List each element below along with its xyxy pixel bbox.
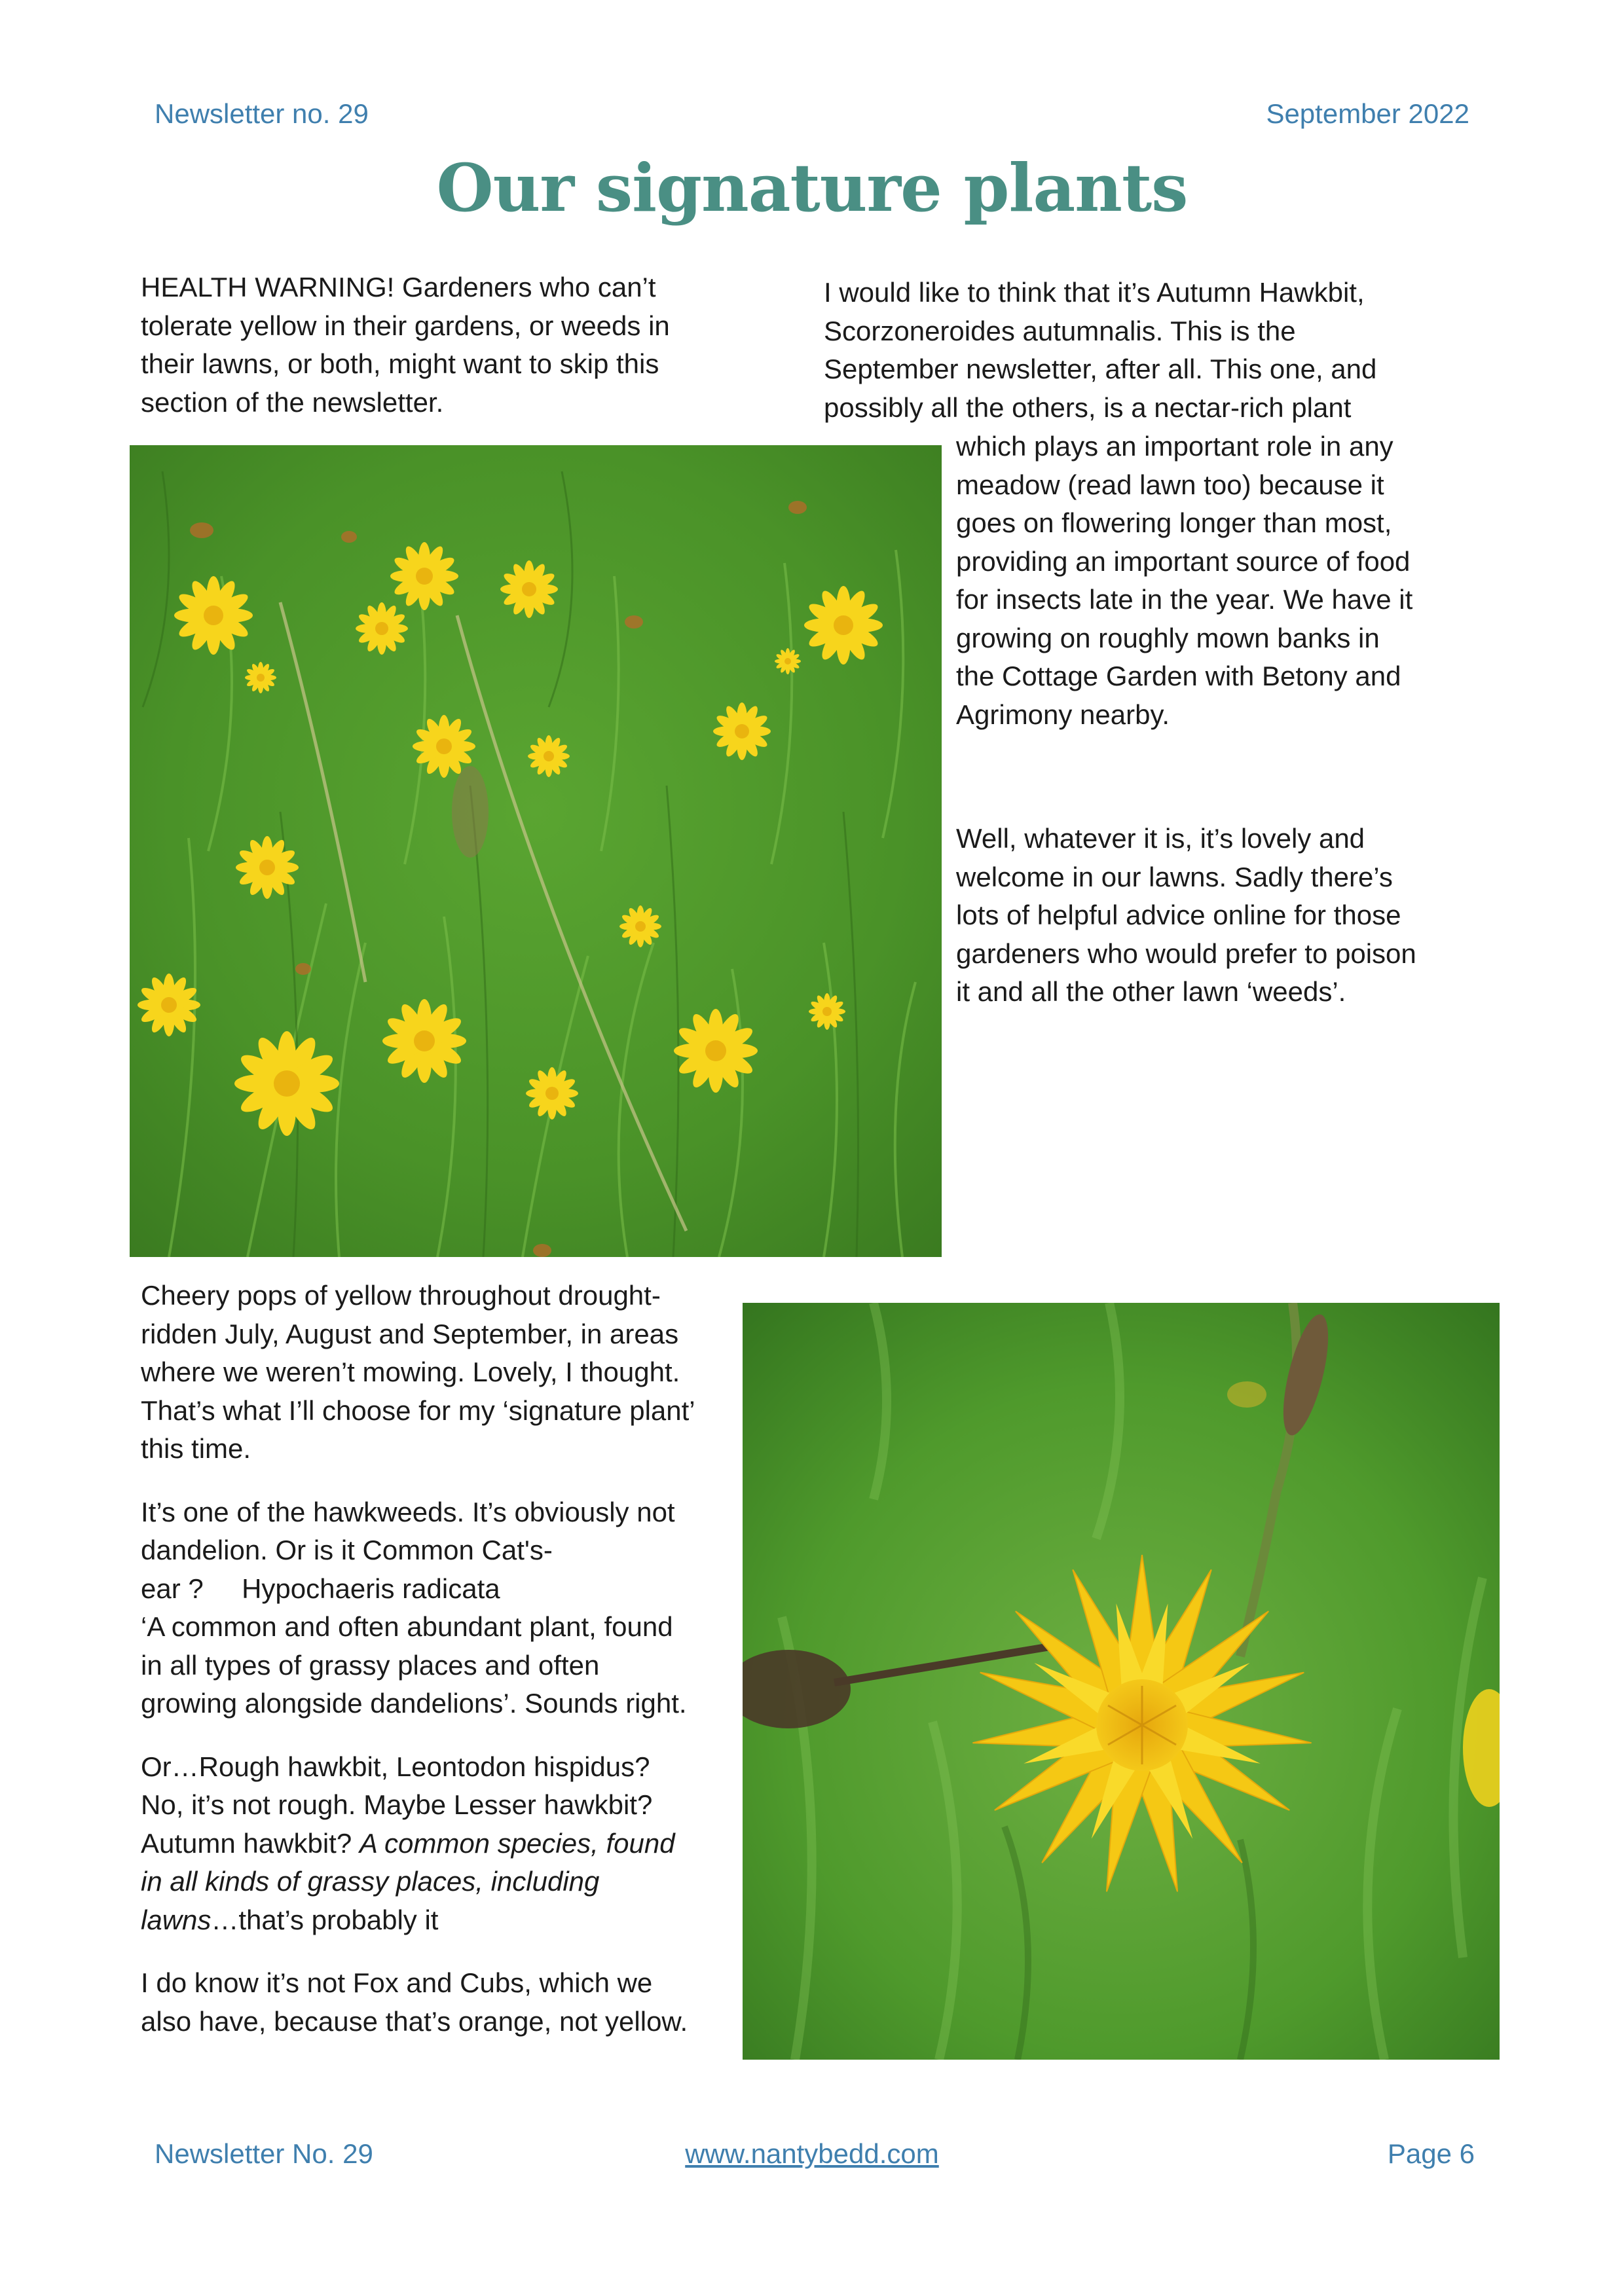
hawkbit-closeup-photo-icon <box>743 1303 1500 2060</box>
text-line: the Cottage Garden with Betony and <box>956 661 1401 691</box>
left-column-text <box>141 1277 848 2041</box>
right-column-wrap <box>956 428 1519 734</box>
italic-quote: lawns <box>141 1904 212 1935</box>
text-line <box>141 1825 848 1863</box>
text-line: gardeners who would prefer to poison <box>956 938 1416 969</box>
text-line: ‘A common and often abundant plant, found <box>141 1611 673 1642</box>
text-line: which plays an important role in any <box>956 431 1393 462</box>
footer-newsletter-number: Newsletter No. 29 <box>155 2138 373 2169</box>
right-column-closing <box>956 820 1519 1011</box>
paragraph-fox-and-cubs <box>141 1964 848 2041</box>
header-date: September 2022 <box>1266 98 1469 129</box>
page-title: Our signature plants <box>436 149 1188 227</box>
header-newsletter-number: Newsletter no. 29 <box>155 98 369 129</box>
footer-website-link[interactable]: www.nantybedd.com <box>685 2138 939 2169</box>
paragraph-rough-hawkbit <box>141 1748 848 1940</box>
text-span: Autumn hawkbit? <box>141 1827 360 1859</box>
text-line: dandelion. Or is it Common Cat's- <box>141 1535 553 1565</box>
text-line: September newsletter, after all. This one, and <box>824 354 1377 384</box>
footer-page-number: Page 6 <box>1387 2138 1475 2169</box>
lawn-flowers-photo <box>130 445 942 1257</box>
italic-quote: A common species, found <box>359 1827 675 1859</box>
text-line: It’s one of the hawkweeds. It’s obviously not <box>141 1496 675 1527</box>
text-line: where we weren’t mowing. Lovely, I thought. <box>141 1357 680 1387</box>
text-line: also have, because that’s orange, not yellow. <box>141 2005 688 2037</box>
text-line: in all types of grassy places and often <box>141 1649 600 1681</box>
text-line: meadow (read lawn too) because it <box>956 469 1384 500</box>
text-line: I would like to think that it’s Autumn Hawkbit, <box>824 277 1365 308</box>
text-line: That’s what I’ll choose for my ‘signature plant’ <box>141 1394 695 1426</box>
text-line: Agrimony nearby. <box>956 699 1170 730</box>
text-line <box>141 1863 848 1901</box>
text-line: section of the newsletter. <box>141 386 444 418</box>
text-line: it and all the other lawn ‘weeds’. <box>956 976 1346 1007</box>
paragraph-hawkweeds <box>141 1493 848 1723</box>
text-line: ear ? Hypochaeris radicata <box>141 1573 500 1604</box>
text-line: goes on flowering longer than most, <box>956 507 1392 538</box>
intro-health-warning <box>141 268 796 422</box>
text-line: Or…Rough hawkbit, Leontodon hispidus? <box>141 1751 650 1782</box>
text-line: lots of helpful advice online for those <box>956 900 1401 930</box>
text-line <box>141 1901 848 1940</box>
text-line: I do know it’s not Fox and Cubs, which we <box>141 1967 653 1998</box>
paragraph-cheery-pops <box>141 1277 848 1468</box>
hawkbit-closeup-photo <box>743 1303 1500 2060</box>
text-line: growing on roughly mown banks in <box>956 622 1380 653</box>
footer-website-wrap <box>0 2138 1624 2170</box>
italic-quote: in all kinds of grassy places, including <box>141 1866 600 1897</box>
text-line: Well, whatever it is, it’s lovely and <box>956 823 1365 854</box>
text-line: for insects late in the year. We have it <box>956 584 1413 615</box>
text-line: ridden July, August and September, in areas <box>141 1318 679 1349</box>
text-span: …that’s probably it <box>211 1904 439 1935</box>
text-line: growing alongside dandelions’. Sounds right. <box>141 1688 687 1719</box>
text-line: this time. <box>141 1433 251 1464</box>
text-line: Scorzoneroides autumnalis. This is the <box>824 315 1296 346</box>
text-line: their lawns, or both, might want to skip this <box>141 348 659 379</box>
text-line: providing an important source of food <box>956 545 1411 577</box>
text-line: No, it’s not rough. Maybe Lesser hawkbit? <box>141 1789 653 1820</box>
text-line: tolerate yellow in their gardens, or weeds in <box>141 310 670 341</box>
text-line: welcome in our lawns. Sadly there’s <box>956 861 1393 892</box>
text-line: Cheery pops of yellow throughout drought- <box>141 1280 661 1311</box>
right-column-upper <box>824 274 1511 427</box>
text-line: possibly all the others, is a nectar-rich plant <box>824 392 1352 423</box>
text-line: HEALTH WARNING! Gardeners who can’t <box>141 272 656 302</box>
lawn-flowers-photo-icon <box>130 445 942 1257</box>
